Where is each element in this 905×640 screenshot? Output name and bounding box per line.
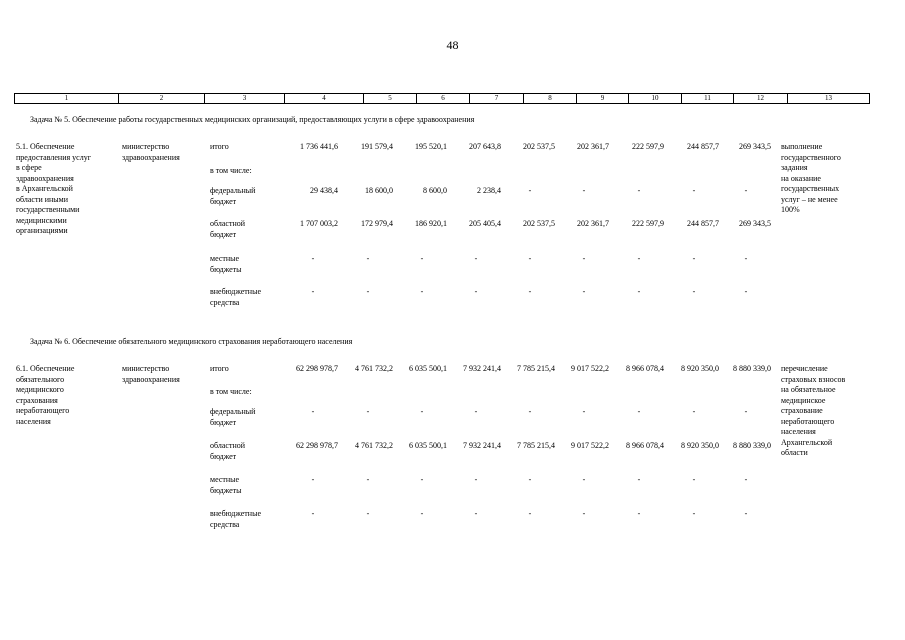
- column-number: 7: [470, 94, 524, 104]
- column-number: 9: [577, 94, 629, 104]
- funding-source-label: бюджет: [210, 229, 237, 239]
- funding-source-label: итого: [210, 364, 229, 373]
- funding-source-label: средства: [210, 519, 240, 529]
- result-line: перечисление: [781, 364, 828, 373]
- item-name-line: страхования: [16, 395, 58, 405]
- table-cell-value: -: [528, 254, 532, 263]
- table-cell-value: 1 736 441,6: [300, 142, 338, 151]
- executor-line: здравоохранения: [122, 374, 180, 384]
- table-cell-value: -: [528, 186, 532, 195]
- table-cell-value: 2 238,4: [477, 186, 501, 195]
- column-number: 8: [524, 94, 577, 104]
- table-cell-value: 62 298 978,7: [296, 364, 338, 373]
- table-cell-value: 6 035 500,1: [409, 441, 447, 450]
- funding-source-label: бюджеты: [210, 264, 242, 274]
- task-title: Задача № 6. Обеспечение обязательного медицинского страхования неработающего населения: [30, 337, 353, 346]
- table-cell-value: -: [692, 287, 696, 296]
- column-number: 5: [364, 94, 417, 104]
- table-cell-value: -: [366, 287, 370, 296]
- table-cell-value: -: [311, 407, 315, 416]
- table-cell-value: -: [582, 407, 586, 416]
- item-name-line: медицинского: [16, 385, 64, 394]
- table-cell-value: 195 520,1: [415, 142, 447, 151]
- table-cell-value: 205 405,4: [469, 219, 501, 228]
- item-name-line: 5.1. Обеспечение: [16, 142, 75, 151]
- column-number: 11: [682, 94, 734, 104]
- table-cell-value: -: [420, 407, 424, 416]
- item-name-line: области иными: [16, 194, 69, 204]
- column-number: 4: [285, 94, 364, 104]
- table-cell-value: -: [366, 509, 370, 518]
- table-cell-value: 62 298 978,7: [296, 441, 338, 450]
- table-cell-value: -: [637, 475, 641, 484]
- funding-source-label: областной: [210, 441, 246, 450]
- table-cell-value: -: [692, 186, 696, 195]
- table-cell-value: -: [420, 287, 424, 296]
- table-cell-value: 29 438,4: [310, 186, 338, 195]
- table-cell-value: -: [692, 407, 696, 416]
- funding-source-label: в том числе:: [210, 166, 252, 175]
- table-cell-value: -: [637, 254, 641, 263]
- table-cell-value: -: [637, 186, 641, 195]
- result-line: Архангельской: [781, 437, 833, 447]
- table-cell-value: -: [311, 509, 315, 518]
- table-cell-value: 1 707 003,2: [300, 219, 338, 228]
- table-cell-value: 202 361,7: [577, 142, 609, 151]
- table-cell-value: -: [637, 407, 641, 416]
- table-cell-value: 7 785 215,4: [517, 441, 555, 450]
- table-cell-value: 202 361,7: [577, 219, 609, 228]
- table-cell-value: -: [311, 475, 315, 484]
- item-name-line: здравоохранения: [16, 173, 74, 183]
- table-cell-value: -: [474, 509, 478, 518]
- result-line: 100%: [781, 205, 800, 214]
- table-cell-value: 269 343,5: [739, 219, 771, 228]
- table-cell-value: 9 017 522,2: [571, 441, 609, 450]
- result-line: страхование: [781, 406, 823, 415]
- item-name-line: организациями: [16, 226, 68, 235]
- table-cell-value: 202 537,5: [523, 142, 555, 151]
- table-cell-value: -: [474, 407, 478, 416]
- executor-line: здравоохранения: [122, 152, 180, 162]
- funding-source-label: областной: [210, 219, 246, 228]
- table-cell-value: 8 966 078,4: [626, 441, 664, 450]
- funding-source-label: федеральный: [210, 407, 256, 416]
- column-number: 3: [205, 94, 285, 104]
- table-cell-value: 4 761 732,2: [355, 441, 393, 450]
- table-cell-value: -: [582, 475, 586, 484]
- result-line: государственного: [781, 152, 841, 162]
- result-line: услуг – не менее: [781, 194, 838, 204]
- funding-source-label: бюджет: [210, 196, 237, 206]
- table-cell-value: 8 600,0: [423, 186, 447, 195]
- item-name-line: государственными: [16, 205, 80, 214]
- column-number: 2: [119, 94, 205, 104]
- result-line: населения: [781, 427, 816, 436]
- table-cell-value: -: [744, 407, 748, 416]
- table-cell-value: -: [420, 509, 424, 518]
- table-cell-value: -: [474, 475, 478, 484]
- table-cell-value: -: [744, 254, 748, 263]
- funding-source-label: федеральный: [210, 186, 256, 195]
- table-cell-value: 244 857,7: [687, 219, 719, 228]
- result-line: задания: [781, 163, 808, 172]
- table-cell-value: 8 920 350,0: [681, 364, 719, 373]
- table-cell-value: -: [744, 186, 748, 195]
- table-cell-value: 222 597,9: [632, 142, 664, 151]
- table-cell-value: -: [582, 186, 586, 195]
- funding-source-label: местные: [210, 254, 240, 263]
- column-number: 6: [417, 94, 470, 104]
- table-cell-value: -: [582, 287, 586, 296]
- executor-line: министерство: [122, 142, 170, 151]
- table-cell-value: -: [311, 287, 315, 296]
- table-cell-value: 18 600,0: [365, 186, 393, 195]
- item-name-line: в Архангельской: [16, 184, 73, 193]
- table-cell-value: 7 932 241,4: [463, 441, 501, 450]
- table-cell-value: -: [582, 509, 586, 518]
- result-line: неработающего: [781, 416, 835, 426]
- table-cell-value: 244 857,7: [687, 142, 719, 151]
- table-cell-value: 8 880 339,0: [733, 364, 771, 373]
- result-line: выполнение: [781, 142, 823, 151]
- funding-source-label: средства: [210, 297, 240, 307]
- funding-source-label: бюджет: [210, 417, 237, 427]
- table-cell-value: -: [637, 509, 641, 518]
- table-cell-value: -: [744, 287, 748, 296]
- table-cell-value: -: [744, 509, 748, 518]
- executor-line: министерство: [122, 364, 170, 373]
- funding-source-label: местные: [210, 475, 240, 484]
- table-cell-value: -: [311, 254, 315, 263]
- table-cell-value: -: [420, 254, 424, 263]
- table-cell-value: 191 579,4: [361, 142, 393, 151]
- funding-source-label: бюджеты: [210, 485, 242, 495]
- table-cell-value: -: [474, 287, 478, 296]
- table-cell-value: 207 643,8: [469, 142, 501, 151]
- item-name-line: 6.1. Обеспечение: [16, 364, 75, 373]
- item-name-line: неработающего: [16, 406, 70, 415]
- item-name-line: населения: [16, 416, 51, 426]
- funding-source-label: внебюджетные: [210, 509, 261, 518]
- result-line: страховых взносов: [781, 374, 846, 384]
- table-cell-value: 8 966 078,4: [626, 364, 664, 373]
- table-cell-value: 202 537,5: [523, 219, 555, 228]
- table-cell-value: 8 920 350,0: [681, 441, 719, 450]
- table-cell-value: -: [366, 475, 370, 484]
- table-cell-value: 186 920,1: [415, 219, 447, 228]
- table-cell-value: -: [582, 254, 586, 263]
- result-line: на оказание: [781, 173, 821, 183]
- table-cell-value: 4 761 732,2: [355, 364, 393, 373]
- table-cell-value: 7 932 241,4: [463, 364, 501, 373]
- table-cell-value: 8 880 339,0: [733, 441, 771, 450]
- item-name-line: обязательного: [16, 374, 65, 384]
- table-cell-value: 6 035 500,1: [409, 364, 447, 373]
- column-number: 1: [15, 94, 119, 104]
- result-line: медицинское: [781, 395, 826, 405]
- column-number: 10: [629, 94, 682, 104]
- item-name-line: медицинскими: [16, 215, 67, 225]
- funding-source-label: итого: [210, 142, 229, 151]
- table-cell-value: -: [692, 475, 696, 484]
- item-name-line: в сфере: [16, 163, 42, 172]
- item-name-line: предоставления услуг: [16, 152, 91, 162]
- result-line: на обязательное: [781, 385, 836, 394]
- result-line: области: [781, 448, 808, 457]
- table-cell-value: 222 597,9: [632, 219, 664, 228]
- result-line: государственных: [781, 184, 840, 193]
- column-number: 13: [788, 94, 870, 104]
- page-number: 48: [446, 38, 459, 52]
- table-cell-value: -: [692, 254, 696, 263]
- column-header-row: [14, 93, 870, 104]
- table-cell-value: -: [528, 475, 532, 484]
- task-title: Задача № 5. Обеспечение работы государственных медицинских организаций, предоставляющих услуги в сфере здравоохранения: [30, 115, 475, 124]
- table-cell-value: 9 017 522,2: [571, 364, 609, 373]
- table-cell-value: 269 343,5: [739, 142, 771, 151]
- table-cell-value: -: [474, 254, 478, 263]
- table-cell-value: 172 979,4: [361, 219, 393, 228]
- table-cell-value: -: [366, 407, 370, 416]
- table-cell-value: -: [366, 254, 370, 263]
- funding-source-label: бюджет: [210, 451, 237, 461]
- funding-source-label: внебюджетные: [210, 287, 261, 296]
- funding-source-label: в том числе:: [210, 387, 252, 396]
- table-cell-value: -: [420, 475, 424, 484]
- table-cell-value: 7 785 215,4: [517, 364, 555, 373]
- column-number: 12: [734, 94, 788, 104]
- table-cell-value: -: [637, 287, 641, 296]
- table-cell-value: -: [744, 475, 748, 484]
- table-cell-value: -: [528, 509, 532, 518]
- table-cell-value: -: [692, 509, 696, 518]
- table-cell-value: -: [528, 287, 532, 296]
- table-cell-value: -: [528, 407, 532, 416]
